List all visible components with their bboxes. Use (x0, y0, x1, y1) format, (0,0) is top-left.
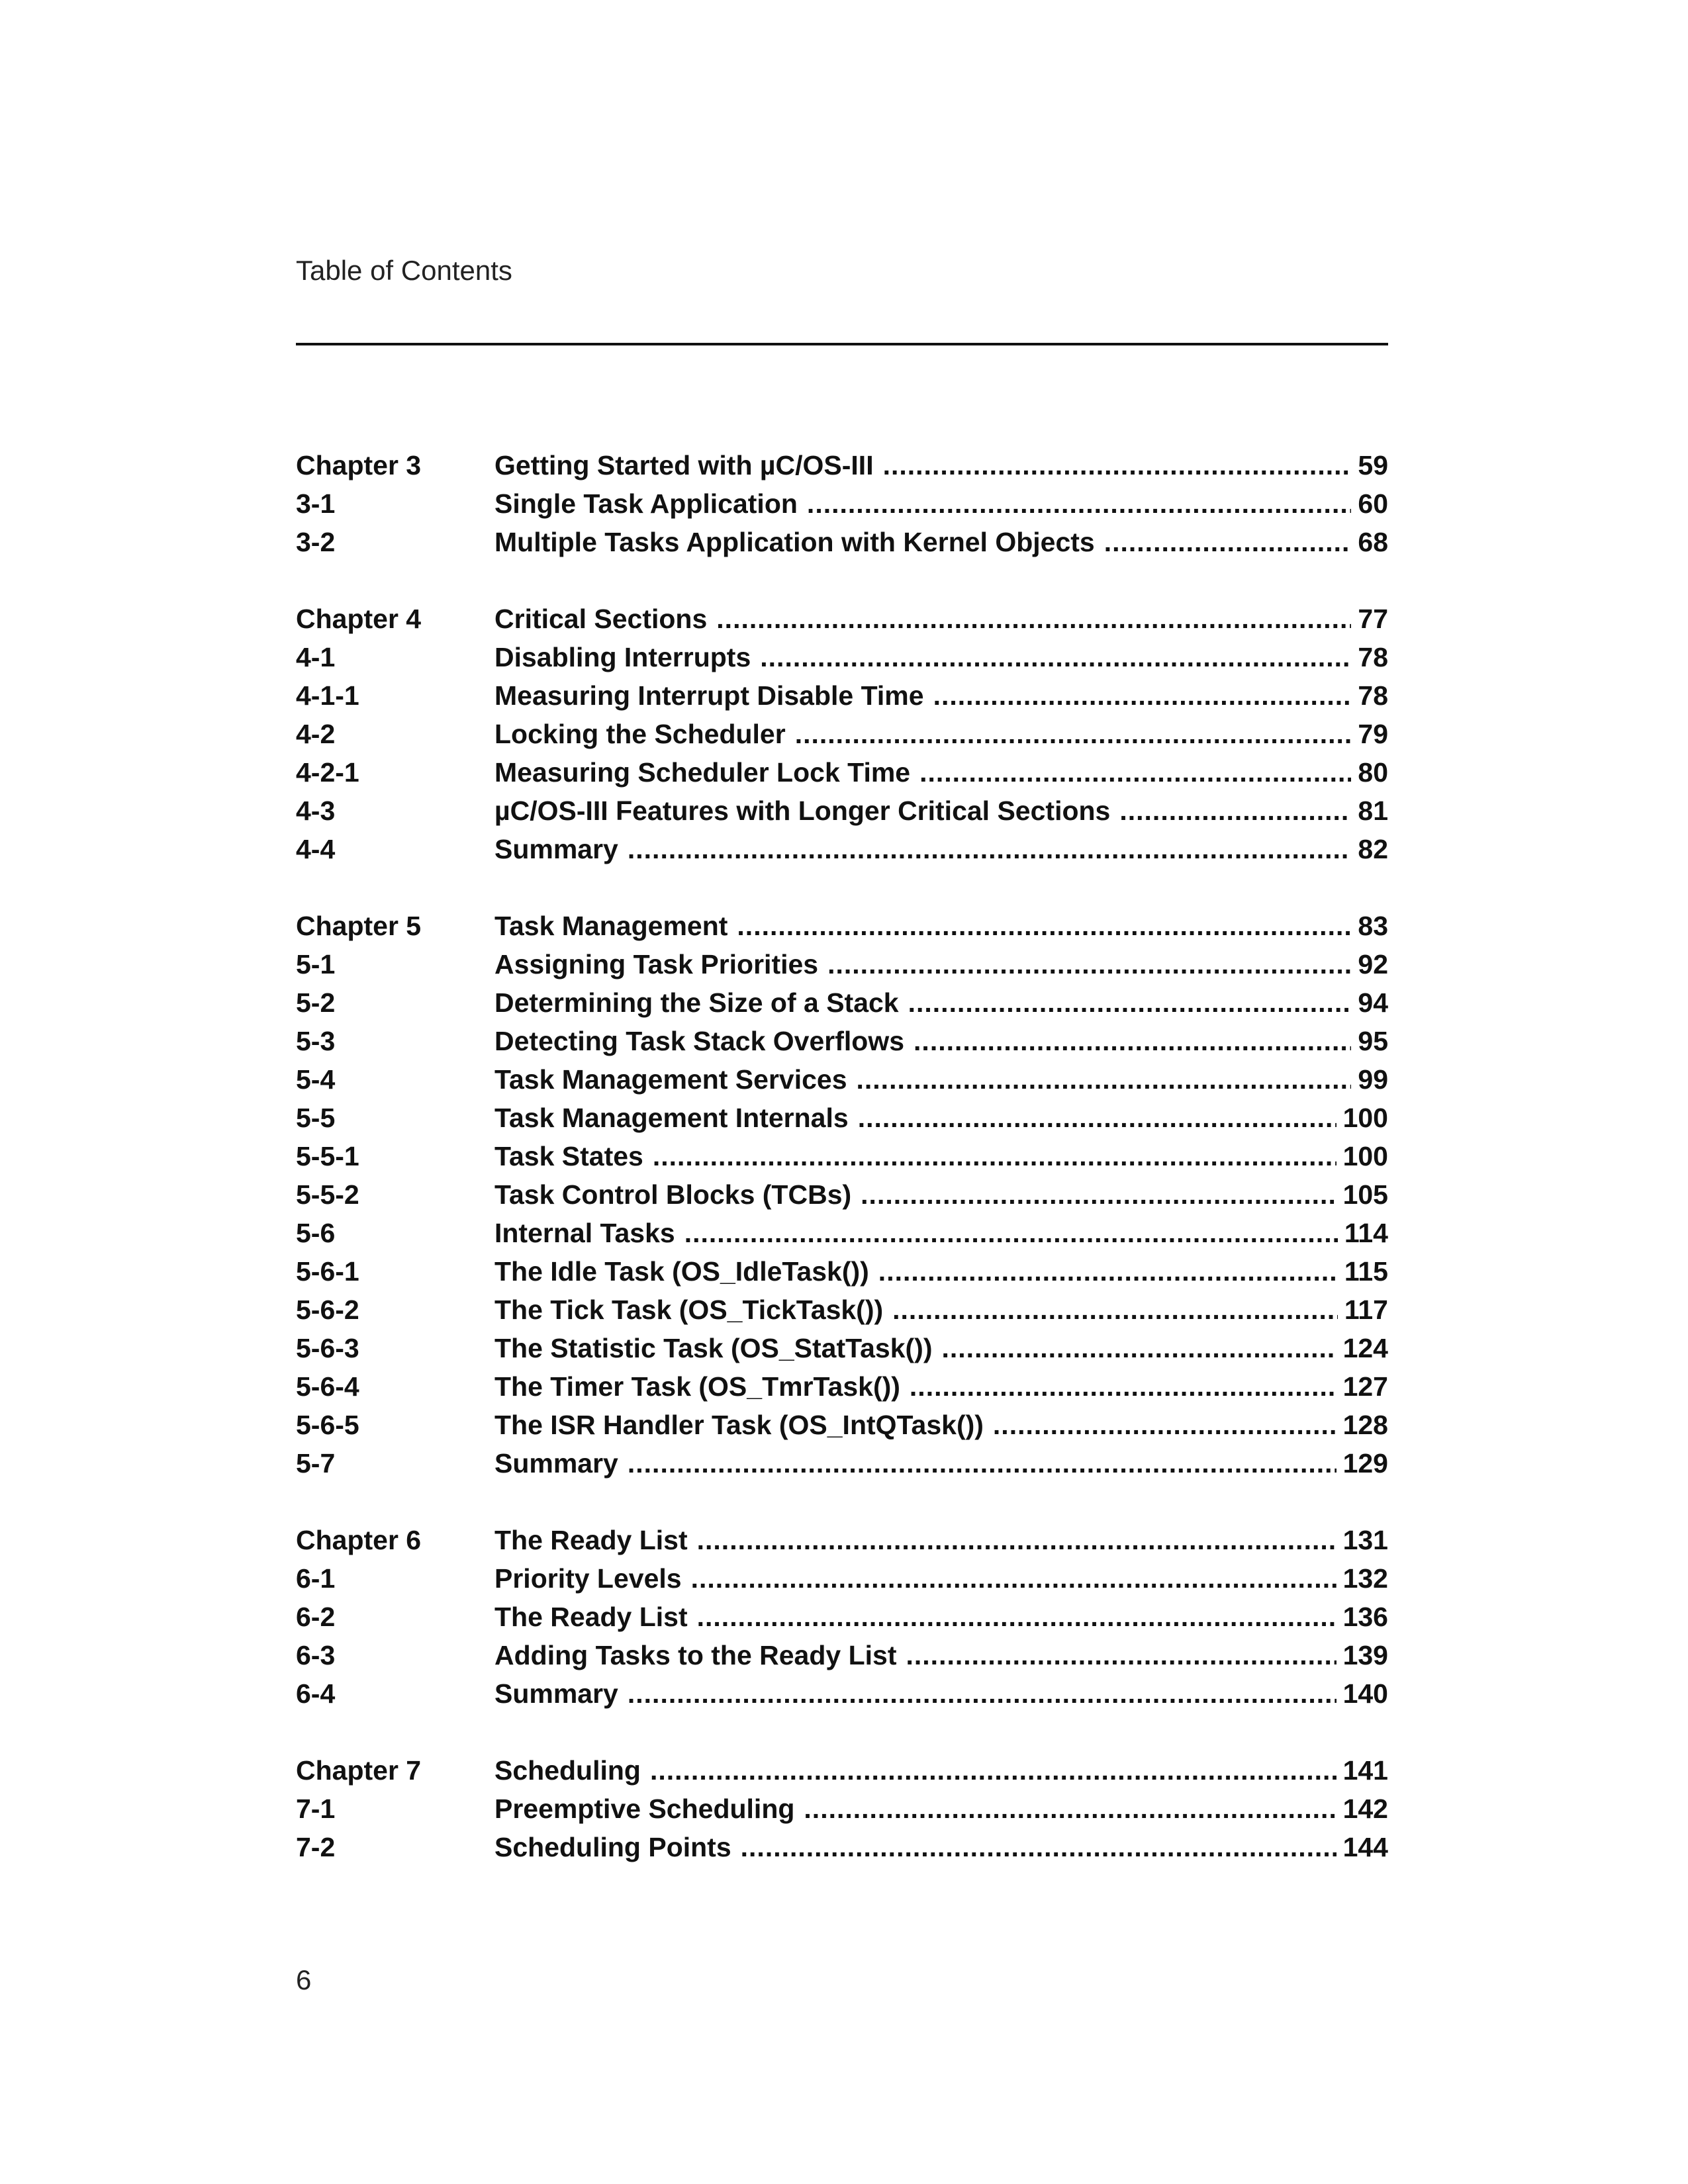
entry-title: Priority Levels (494, 1563, 682, 1594)
toc-entry[interactable] (296, 830, 1388, 868)
toc-entry[interactable] (296, 1559, 1388, 1598)
toc-entry[interactable] (296, 1329, 1388, 1367)
entry-title: Measuring Interrupt Disable Time (494, 680, 924, 711)
entry-page-number: 92 (1358, 949, 1388, 979)
entry-title: µC/OS-III Features with Longer Critical Sections (494, 796, 1111, 826)
toc-entry[interactable] (296, 638, 1388, 676)
entry-page-number: 129 (1342, 1448, 1388, 1479)
entry-title: Internal Tasks (494, 1218, 675, 1248)
toc-entry[interactable] (296, 983, 1388, 1022)
dot-leader (697, 1521, 1336, 1559)
toc-entry[interactable] (296, 1060, 1388, 1099)
entry-page-number: 140 (1342, 1678, 1388, 1709)
entry-page-number: 100 (1342, 1141, 1388, 1171)
entry-title-line (494, 1252, 1388, 1291)
chapter-group (296, 446, 1388, 561)
section-number: 3-1 (296, 488, 336, 519)
toc-entry[interactable] (296, 1828, 1388, 1866)
header-rule (296, 343, 1388, 345)
entry-page-number: 78 (1358, 642, 1388, 672)
entry-title: The Statistic Task (OS_StatTask()) (494, 1333, 933, 1363)
entry-page-number: 94 (1358, 987, 1388, 1018)
entry-page-number: 142 (1342, 1794, 1388, 1824)
toc-entry[interactable] (296, 715, 1388, 753)
entry-title: The Timer Task (OS_TmrTask()) (494, 1371, 900, 1402)
entry-page-number: 114 (1344, 1218, 1388, 1248)
entry-title: The Tick Task (OS_TickTask()) (494, 1295, 884, 1325)
dot-leader (892, 1291, 1338, 1329)
entry-title-line (494, 1636, 1388, 1674)
dot-leader (804, 1790, 1336, 1828)
entry-title-line (494, 1291, 1388, 1329)
toc-entry[interactable] (296, 1137, 1388, 1175)
entry-page-number: 127 (1342, 1371, 1388, 1402)
dot-leader (741, 1828, 1336, 1866)
running-header: Table of Contents (296, 255, 512, 286)
entry-title: Scheduling (494, 1755, 641, 1786)
toc-entry[interactable] (296, 1790, 1388, 1828)
dot-leader (737, 907, 1351, 945)
entry-title-line (494, 676, 1388, 715)
entry-title-line (494, 638, 1388, 676)
entry-page-number: 131 (1342, 1525, 1388, 1555)
entry-title: Task Management (494, 911, 728, 941)
entry-title: Task Management Services (494, 1064, 847, 1095)
entry-title: Multiple Tasks Application with Kernel Objects (494, 527, 1095, 557)
entry-page-number: 139 (1342, 1640, 1388, 1670)
entry-title-line (494, 1521, 1388, 1559)
toc-entry[interactable] (296, 907, 1388, 945)
entry-page-number: 68 (1358, 527, 1388, 557)
dot-leader (857, 1060, 1352, 1099)
entry-title: Summary (494, 1448, 618, 1479)
entry-title: Summary (494, 1678, 618, 1709)
entry-title: Preemptive Scheduling (494, 1794, 795, 1824)
toc-entry[interactable] (296, 945, 1388, 983)
entry-title-line (494, 983, 1388, 1022)
toc-entry[interactable] (296, 484, 1388, 523)
section-number: 5-6-4 (296, 1371, 359, 1402)
entry-page-number: 132 (1342, 1563, 1388, 1594)
entry-title-line (494, 753, 1388, 792)
entry-page-number: 81 (1358, 796, 1388, 826)
section-number: 5-3 (296, 1026, 336, 1056)
toc-entry[interactable] (296, 1444, 1388, 1482)
dot-leader (807, 484, 1351, 523)
entry-title: Summary (494, 834, 618, 864)
dot-leader (795, 715, 1352, 753)
dot-leader (1104, 523, 1352, 561)
section-number: 5-6-5 (296, 1410, 359, 1440)
toc-entry[interactable] (296, 1252, 1388, 1291)
section-number: 5-5 (296, 1103, 336, 1133)
entry-title-line (494, 600, 1388, 638)
entry-title: The Idle Task (OS_IdleTask()) (494, 1256, 869, 1287)
toc-entry[interactable] (296, 1367, 1388, 1406)
entry-title-line (494, 1559, 1388, 1598)
section-number: 5-5-2 (296, 1179, 359, 1210)
entry-page-number: 80 (1358, 757, 1388, 788)
chapter-group (296, 600, 1388, 868)
chapter-label: Chapter 3 (296, 450, 422, 480)
section-number: 6-2 (296, 1602, 336, 1632)
entry-title: Locking the Scheduler (494, 719, 786, 749)
entry-title-line (494, 1598, 1388, 1636)
section-number: 3-2 (296, 527, 336, 557)
dot-leader (858, 1099, 1336, 1137)
entry-title-line (494, 1060, 1388, 1099)
section-number: 7-1 (296, 1794, 336, 1824)
entry-page-number: 144 (1342, 1832, 1388, 1862)
toc-entry[interactable] (296, 753, 1388, 792)
toc-entry[interactable] (296, 446, 1388, 484)
dot-leader (908, 983, 1352, 1022)
page-number: 6 (296, 1964, 312, 1995)
dot-leader (942, 1329, 1336, 1367)
entry-title: Disabling Interrupts (494, 642, 751, 672)
dot-leader (628, 1674, 1336, 1713)
entry-title: The Ready List (494, 1602, 688, 1632)
entry-page-number: 77 (1358, 604, 1388, 634)
section-number: 6-4 (296, 1678, 336, 1709)
section-number: 5-6 (296, 1218, 336, 1248)
section-number: 6-3 (296, 1640, 336, 1670)
entry-title: Measuring Scheduler Lock Time (494, 757, 911, 788)
section-number: 5-2 (296, 987, 336, 1018)
entry-page-number: 95 (1358, 1026, 1388, 1056)
entry-page-number: 117 (1344, 1295, 1388, 1325)
entry-title: Getting Started with µC/OS-III (494, 450, 874, 480)
dot-leader (827, 945, 1351, 983)
dot-leader (628, 830, 1352, 868)
section-number: 5-6-3 (296, 1333, 359, 1363)
chapter-label: Chapter 5 (296, 911, 422, 941)
dot-leader (650, 1751, 1336, 1790)
entry-title: Task Management Internals (494, 1103, 849, 1133)
toc-entry[interactable] (296, 792, 1388, 830)
toc-entry[interactable] (296, 1751, 1388, 1790)
entry-title-line (494, 715, 1388, 753)
section-number: 4-4 (296, 834, 336, 864)
chapter-label: Chapter 7 (296, 1755, 422, 1786)
entry-title-line (494, 1099, 1388, 1137)
dot-leader (933, 676, 1352, 715)
entry-title-line (494, 1175, 1388, 1214)
section-number: 5-6-2 (296, 1295, 359, 1325)
dot-leader (914, 1022, 1351, 1060)
toc-entry[interactable] (296, 1022, 1388, 1060)
entry-title: The ISR Handler Task (OS_IntQTask()) (494, 1410, 984, 1440)
toc-entry[interactable] (296, 1099, 1388, 1137)
entry-title: Determining the Size of a Stack (494, 987, 899, 1018)
entry-title-line (494, 1022, 1388, 1060)
entry-title-line (494, 1674, 1388, 1713)
dot-leader (993, 1406, 1336, 1444)
entry-page-number: 136 (1342, 1602, 1388, 1632)
dot-leader (628, 1444, 1336, 1482)
entry-title-line (494, 792, 1388, 830)
entry-page-number: 124 (1342, 1333, 1388, 1363)
entry-title: Adding Tasks to the Ready List (494, 1640, 897, 1670)
section-number: 5-6-1 (296, 1256, 359, 1287)
entry-page-number: 82 (1358, 834, 1388, 864)
entry-page-number: 100 (1342, 1103, 1388, 1133)
table-of-contents (296, 446, 1388, 1905)
entry-title: Scheduling Points (494, 1832, 731, 1862)
dot-leader (691, 1559, 1336, 1598)
entry-title-line (494, 945, 1388, 983)
dot-leader (861, 1175, 1336, 1214)
entry-title: Task Control Blocks (TCBs) (494, 1179, 852, 1210)
entry-title-line (494, 1137, 1388, 1175)
entry-title-line (494, 1214, 1388, 1252)
entry-page-number: 128 (1342, 1410, 1388, 1440)
entry-title-line (494, 1790, 1388, 1828)
entry-title-line (494, 1406, 1388, 1444)
entry-title: Task States (494, 1141, 643, 1171)
dot-leader (883, 446, 1352, 484)
dot-leader (1119, 792, 1351, 830)
entry-title-line (494, 523, 1388, 561)
entry-title: Critical Sections (494, 604, 708, 634)
section-number: 4-1 (296, 642, 336, 672)
entry-title-line (494, 1444, 1388, 1482)
entry-title: The Ready List (494, 1525, 688, 1555)
entry-page-number: 83 (1358, 911, 1388, 941)
dot-leader (653, 1137, 1336, 1175)
entry-page-number: 105 (1342, 1179, 1388, 1210)
dot-leader (716, 600, 1351, 638)
chapter-label: Chapter 6 (296, 1525, 422, 1555)
entry-page-number: 60 (1358, 488, 1388, 519)
dot-leader (910, 1367, 1336, 1406)
entry-title-line (494, 1751, 1388, 1790)
dot-leader (919, 753, 1351, 792)
section-number: 4-2-1 (296, 757, 359, 788)
dot-leader (697, 1598, 1336, 1636)
toc-entry[interactable] (296, 676, 1388, 715)
entry-page-number: 115 (1344, 1256, 1388, 1287)
section-number: 5-7 (296, 1448, 336, 1479)
chapter-group (296, 1521, 1388, 1713)
toc-entry[interactable] (296, 1636, 1388, 1674)
section-number: 4-1-1 (296, 680, 359, 711)
entry-title-line (494, 484, 1388, 523)
entry-title: Single Task Application (494, 488, 798, 519)
section-number: 5-1 (296, 949, 336, 979)
entry-title-line (494, 830, 1388, 868)
entry-title: Detecting Task Stack Overflows (494, 1026, 905, 1056)
entry-title-line (494, 446, 1388, 484)
chapter-group (296, 907, 1388, 1482)
entry-title: Assigning Task Priorities (494, 949, 819, 979)
toc-entry[interactable] (296, 523, 1388, 561)
entry-title-line (494, 1367, 1388, 1406)
section-number: 7-2 (296, 1832, 336, 1862)
toc-entry[interactable] (296, 600, 1388, 638)
dot-leader (760, 638, 1351, 676)
section-number: 5-4 (296, 1064, 336, 1095)
toc-entry[interactable] (296, 1521, 1388, 1559)
entry-title-line (494, 1828, 1388, 1866)
entry-page-number: 79 (1358, 719, 1388, 749)
dot-leader (878, 1252, 1338, 1291)
toc-entry[interactable] (296, 1291, 1388, 1329)
section-number: 5-5-1 (296, 1141, 359, 1171)
toc-entry[interactable] (296, 1406, 1388, 1444)
section-number: 4-3 (296, 796, 336, 826)
toc-entry[interactable] (296, 1674, 1388, 1713)
dot-leader (906, 1636, 1336, 1674)
toc-entry[interactable] (296, 1598, 1388, 1636)
entry-title-line (494, 1329, 1388, 1367)
chapter-label: Chapter 4 (296, 604, 422, 634)
entry-page-number: 78 (1358, 680, 1388, 711)
toc-entry[interactable] (296, 1175, 1388, 1214)
section-number: 6-1 (296, 1563, 336, 1594)
dot-leader (684, 1214, 1338, 1252)
entry-page-number: 59 (1358, 450, 1388, 480)
entry-page-number: 141 (1342, 1755, 1388, 1786)
section-number: 4-2 (296, 719, 336, 749)
toc-entry[interactable] (296, 1214, 1388, 1252)
entry-title-line (494, 907, 1388, 945)
chapter-group (296, 1751, 1388, 1866)
entry-page-number: 99 (1358, 1064, 1388, 1095)
